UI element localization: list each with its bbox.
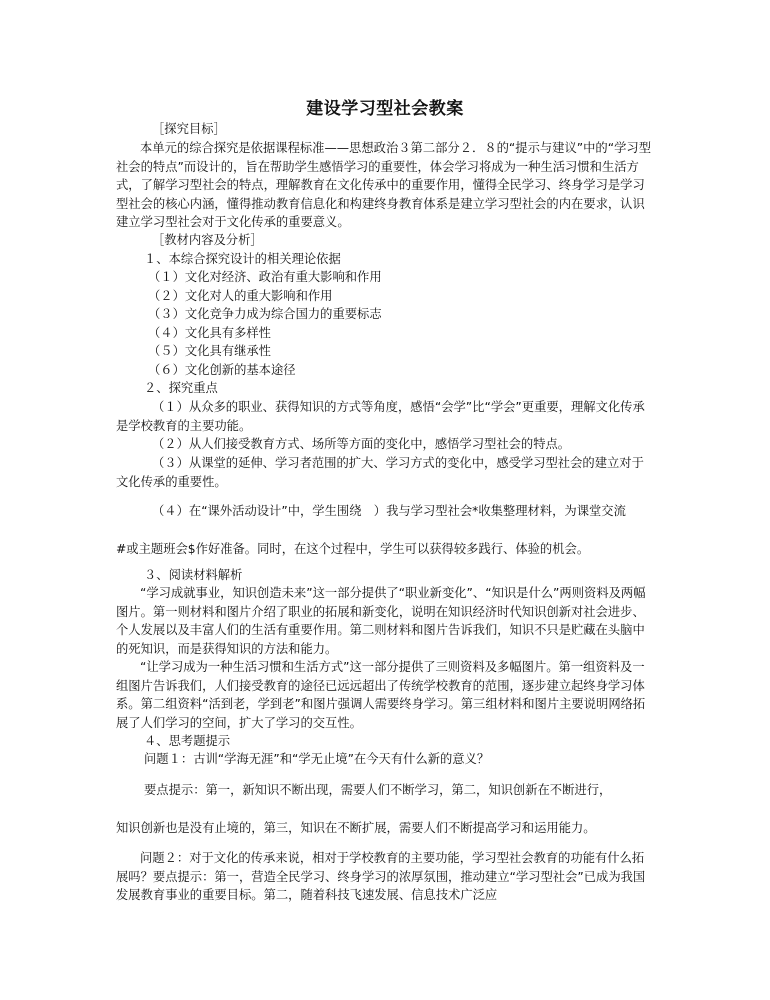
section-label-goals: ［探究目标］ (152, 122, 226, 136)
key-point-paragraph-4-line-2: #或主题班会$作好准备。同时，在这个过程中，学生可以获得较多践行、体验的机会。 (116, 542, 590, 556)
page-title: 建设学习型社会教案 (306, 99, 464, 119)
question-1: 问题１：古训“学海无涯”和“学无止境”在今天有什么新的意义？ (144, 752, 490, 766)
heading-key-points: ２、探究重点 (144, 381, 218, 395)
heading-question-hints: ４、思考题提示 (144, 734, 231, 748)
goals-paragraph: 本单元的综合探究是依据课程标准——思想政治３第二部分２．８的“提示与建议”中的“学习型社会的特点”而设计的，旨在帮助学生感悟学习的重要性，体会学习将成为一种生活习惯和生活方式，了解学习型社会的特点，理解教育在文化传承中的重要作用，懂得全民学习、终身学习是学习型社会的核心内涵，懂得推动教育信息化和构建终身教育体系是建立学习型社会的内在要求，认识建立学习型社会对于文化传承的重要意义。 (116, 141, 651, 229)
list-item: （３）文化竞争力成为综合国力的重要标志 (148, 307, 382, 321)
reading-analysis-paragraph: “让学习成为一种生活习惯和生活方式”这一部分提供了三则资料及多幅图片。第一组资料及一组图片告诉我们，人们接受教育的途径已远远超出了传统学校教育的范围，逐步建立起终身学习体系。第二组资料“活到老，学到老”和图片强调人需要终身学习。第三组材料和图片主要说明网络拓展了人们学习的空间，扩大了学习的交互性。 (116, 660, 646, 730)
list-item: （４）文化具有多样性 (148, 326, 271, 340)
section-label-content: ［教材内容及分析］ (152, 233, 263, 247)
list-item: （５）文化具有继承性 (148, 344, 271, 358)
reading-analysis-paragraph: “学习成就事业，知识创造未来”这一部分提供了“职业新变化”、“知识是什么”两则资料及两幅图片。第一则材料和图片介绍了职业的拓展和新变化，说明在知识经济时代知识创新对社会进步、个人发展以及丰富人们的生活有重要作用。第二则材料和图片告诉我们，知识不只是贮藏在头脑中的死知识，而是获得知识的方法和能力。 (116, 586, 646, 656)
question-2-paragraph: 问题２：对于文化的传承来说，相对于学校教育的主要功能，学习型社会教育的功能有什么拓展吗？要点提示：第一，营造全民学习、终身学习的浓厚氛围，推动建立“学习型社会”已成为我国发展教育事业的重要目标。第二，随着科技飞速发展、信息技术广泛应 (116, 851, 646, 902)
key-point-paragraph: （３）从课堂的延伸、学习者范围的扩大、学习方式的变化中，感受学习型社会的建立对于文化传承的重要性。 (116, 456, 644, 489)
heading-theory-basis: １、本综合探究设计的相关理论依据 (144, 252, 341, 266)
heading-reading-analysis: ３、阅读材料解析 (144, 568, 243, 582)
key-point-paragraph: （１）从众多的职业、获得知识的方式等角度，感悟“会学”比“学会”更重要，理解文化传承是学校教育的主要功能。 (116, 400, 645, 433)
list-item: （６）文化创新的基本途径 (148, 363, 296, 377)
list-item: （１）文化对经济、政治有重大影响和作用 (148, 270, 382, 284)
key-point-paragraph-4-line-1: （４）在“课外活动设计”中，学生围绕 ）我与学习型社会*收集整理材料，为课堂交流 (152, 504, 626, 518)
answer-1-line-1: 要点提示：第一，新知识不断出现，需要人们不断学习，第二，知识创新在不断进行， (144, 783, 612, 797)
key-point-paragraph: （２）从人们接受教育方式、场所等方面的变化中，感悟学习型社会的特点。 (152, 437, 571, 451)
answer-1-line-2: 知识创新也是没有止境的，第三，知识在不断扩展，需要人们不断提高学习和运用能力。 (116, 821, 596, 835)
list-item: （２）文化对人的重大影响和作用 (148, 289, 333, 303)
